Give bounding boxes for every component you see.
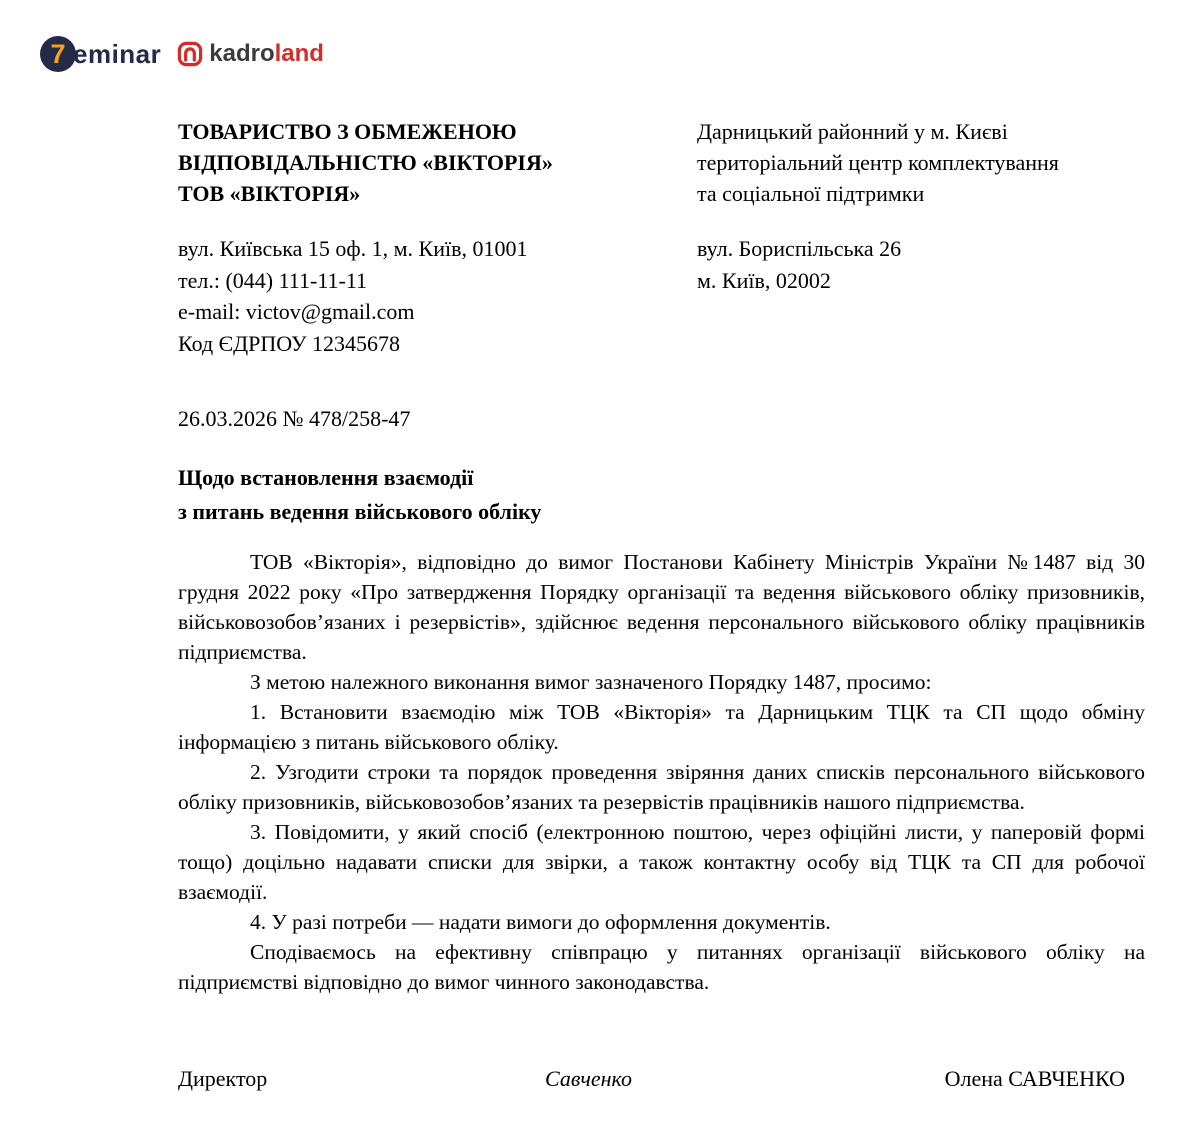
- sender-phone: тел.: (044) 111-11-11: [178, 267, 368, 293]
- sender-name-line: ТОВ «ВІКТОРІЯ»: [178, 181, 361, 206]
- recipient-name-line: Дарницький районний у м. Києві: [697, 119, 1008, 144]
- body-list-item: 1. Встановити взаємодію між ТОВ «Вікторія» та Дарницьким ТЦК та СП щодо обміну інформацією з питань військового обліку.: [178, 700, 1145, 754]
- signer-full-name: Олена САВЧЕНКО: [944, 1066, 1125, 1091]
- recipient-name-line: територіальний центр комплектування: [697, 150, 1059, 175]
- subject: [178, 461, 541, 529]
- seminar-logo: [40, 36, 161, 72]
- body-paragraph: Сподіваємось на ефективну співпрацю у питаннях організації військового обліку на підприємстві відповідно до вимог чинного законодавства.: [178, 940, 1145, 994]
- sender-company-name: [178, 116, 678, 209]
- sender-name-line: ВІДПОВІДАЛЬНІСТЮ «ВІКТОРІЯ»: [178, 150, 553, 175]
- signer-position-title: Директор: [178, 1066, 268, 1091]
- kadroland-logo: [177, 40, 324, 68]
- sender-edrpou-code: Код ЄДРПОУ 12345678: [178, 330, 401, 356]
- body-paragraph: ТОВ «Вікторія», відповідно до вимог Постанови Кабінету Міністрів України №1487 від 30 грудня 2022 року «Про затвердження Порядку організації та ведення військового обліку призовників, військовозобов’язаних і резервістів», здійснює ведення персонального військового обліку працівників підприємства.: [178, 550, 1145, 664]
- seminar-logo-icon: 7: [40, 36, 76, 72]
- seminar-logo-wordmark: eminar: [73, 38, 162, 69]
- kadroland-logo-icon: [177, 41, 203, 67]
- sender-address: [178, 233, 678, 359]
- subject-line: з питань ведення військового обліку: [178, 499, 542, 524]
- recipient-name-line: та соціальної підтримки: [697, 181, 925, 206]
- signature-handwritten-name: Савченко: [545, 1066, 633, 1091]
- kadroland-wordmark-dark: kadro: [209, 40, 275, 67]
- recipient-address-line: м. Київ, 02002: [697, 267, 831, 293]
- recipient-address-line: вул. Бориспільська 26: [697, 236, 902, 261]
- sender-name-line: ТОВАРИСТВО З ОБМЕЖЕНОЮ: [178, 119, 517, 144]
- sender-email: e-mail: victov@gmail.com: [178, 299, 415, 324]
- body-list-item: 4. У разі потреби — надати вимоги до оформлення документів.: [250, 910, 831, 934]
- subject-line: Щодо встановлення взаємодії: [178, 465, 474, 490]
- kadroland-wordmark-accent: land: [274, 40, 324, 67]
- signature-row: [178, 1066, 1145, 1098]
- recipient-address: [697, 233, 1167, 296]
- letter-body: [178, 547, 1145, 997]
- kadroland-logo-wordmark: [209, 40, 324, 68]
- body-list-item: 3. Повідомити, у який спосіб (електронною поштою, через офіційні листи, у паперовій формі тощо) доцільно надавати списки для звірки, а також контактну особу від ТЦК та СП для робочої взаємодії.: [178, 820, 1145, 904]
- sender-address-line: вул. Київська 15 оф. 1, м. Київ, 01001: [178, 236, 528, 261]
- recipient-name: [697, 116, 1167, 209]
- body-list-item: 2. Узгодити строки та порядок проведення звіряння даних списків персонального військового обліку призовників, військовозобов’язаних та резервістів працівників нашого підприємства.: [178, 760, 1145, 814]
- logo-row: [40, 36, 324, 72]
- body-paragraph: З метою належного виконання вимог зазначеного Порядку 1487, просимо:: [250, 670, 932, 694]
- reference-date-number: 26.03.2026 № 478/258-47: [178, 406, 411, 431]
